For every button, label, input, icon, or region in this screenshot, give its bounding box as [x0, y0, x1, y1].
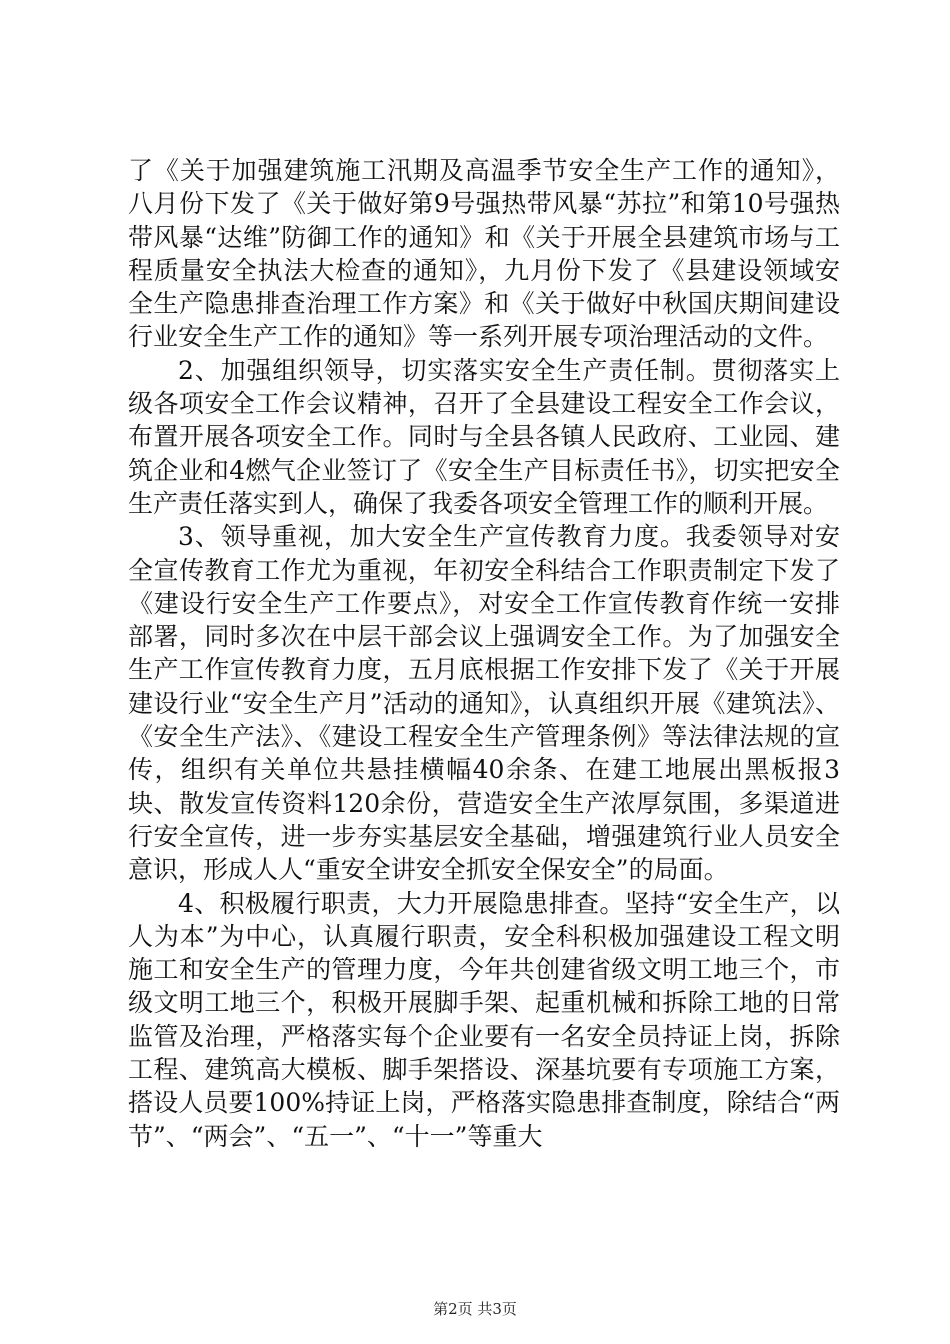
page-number-footer: 第2页 共3页 — [433, 1300, 517, 1318]
paragraph-4: 4、积极履行职责，大力开展隐患排查。坚持“安全生产，以人为本”为中心，认真履行职责，安全科积极加强建设工程文明施工和安全生产的管理力度，今年共创建省级文明工地三个，市级文明工地三个，积极开展脚手架、起重机械和拆除工地的日常监管及治理，严格落实每个企业要有一名安全员持证上岗，拆除工程、建筑高大模板、脚手架搭设、深基坑要有专项施工方案，搭设人员要100%持证上岗，严格落实隐患排查制度，除结合“两节”、“两会”、“五一”、“十一”等重大 — [128, 888, 840, 1151]
paragraph-continued: 了《关于加强建筑施工汛期及高温季节安全生产工作的通知》，八月份下发了《关于做好第9号强热带风暴“苏拉”和第10号强热带风暴“达维”防御工作的通知》和《关于开展全县建筑市场与工程质量安全执法大检查的通知》，九月份下发了《县建设领域安全生产隐患排查治理工作方案》和《关于做好中秋国庆期间建设行业安全生产工作的通知》等一系列开展专项治理活动的文件。 — [128, 156, 840, 352]
paragraph-2: 2、加强组织领导，切实落实安全生产责任制。贯彻落实上级各项安全工作会议精神，召开了全县建设工程安全工作会议，布置开展各项安全工作。同时与全县各镇人民政府、工业园、建筑企业和4燃气企业签订了《安全生产目标责任书》，切实把安全生产责任落实到人，确保了我委各项安全管理工作的顺利开展。 — [128, 355, 840, 518]
paragraph-3: 3、领导重视，加大安全生产宣传教育力度。我委领导对安全宣传教育工作尤为重视，年初安全科结合工作职责制定下发了《建设行安全生产工作要点》，对安全工作宣传教育作统一安排部署，同时多次在中层干部会议上强调安全工作。为了加强安全生产工作宣传教育力度，五月底根据工作安排下发了《关于开展建设行业“安全生产月”活动的通知》，认真组织开展《建筑法》、《安全生产法》、《建设工程安全生产管理条例》等法律法规的宣传，组织有关单位共悬挂横幅40余条、在建工地展出黑板报3块、散发宣传资料120余份，营造安全生产浓厚氛围，多渠道进行安全宣传，进一步夯实基层安全基础，增强建筑行业人员安全意识，形成人人“重安全讲安全抓安全保安全”的局面。 — [128, 522, 840, 885]
document-body — [128, 154, 840, 1153]
